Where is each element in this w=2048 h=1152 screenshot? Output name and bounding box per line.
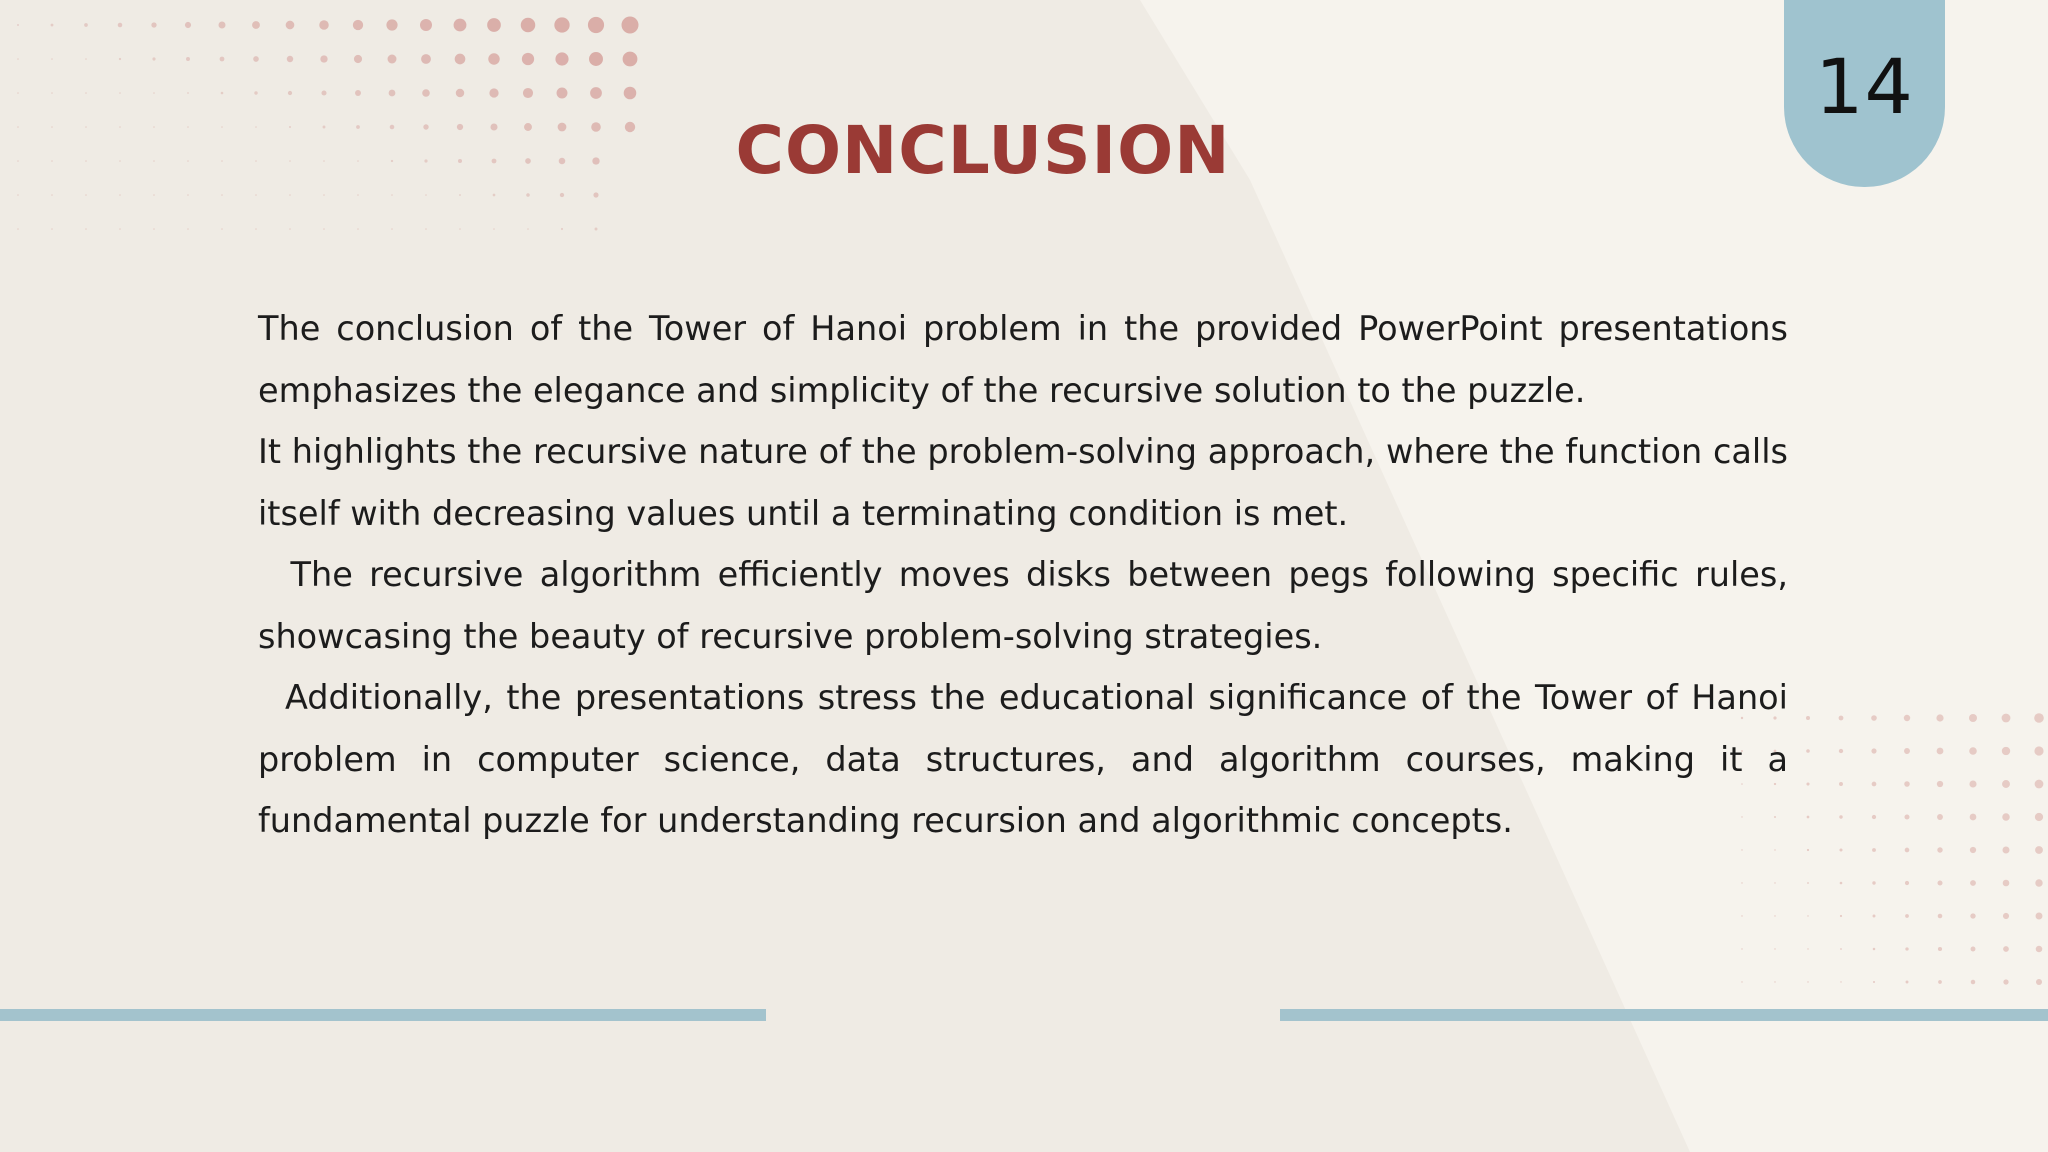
decorative-dot bbox=[323, 228, 325, 230]
decorative-dot bbox=[622, 17, 639, 34]
decorative-dot bbox=[1839, 815, 1842, 818]
decorative-dot bbox=[1741, 948, 1742, 949]
decorative-dot bbox=[17, 92, 19, 94]
decorative-dot bbox=[1741, 882, 1742, 883]
decorative-dot bbox=[51, 92, 53, 94]
decorative-dot bbox=[286, 21, 295, 30]
decorative-dot bbox=[1871, 748, 1876, 753]
decorative-dot bbox=[624, 87, 637, 100]
decorative-dot bbox=[288, 91, 292, 95]
decorative-dot bbox=[151, 22, 156, 27]
decorative-dot bbox=[2003, 946, 2009, 952]
decorative-dot bbox=[85, 194, 87, 196]
decorative-dot bbox=[1938, 980, 1942, 984]
decorative-dot bbox=[389, 90, 396, 97]
decorative-dot bbox=[1873, 981, 1875, 983]
decorative-dot bbox=[459, 194, 461, 196]
decorative-dot bbox=[1904, 814, 1909, 819]
decorative-dot bbox=[1774, 882, 1775, 883]
decorative-dot bbox=[1774, 915, 1775, 916]
decorative-dot bbox=[1937, 814, 1943, 820]
decorative-dot bbox=[355, 90, 361, 96]
decorative-dot bbox=[118, 23, 123, 28]
decorative-dot bbox=[255, 194, 257, 196]
decorative-dot bbox=[1774, 948, 1775, 949]
decorative-dot bbox=[254, 91, 257, 94]
decorative-dot bbox=[51, 24, 54, 27]
decorative-dot bbox=[1774, 981, 1775, 982]
decorative-dot bbox=[1872, 782, 1877, 787]
decorative-dot bbox=[561, 228, 563, 230]
decorative-dot bbox=[1807, 948, 1808, 949]
decorative-dot bbox=[1906, 981, 1909, 984]
decorative-dot bbox=[1839, 716, 1844, 721]
decorative-dot bbox=[119, 92, 121, 94]
decorative-dot bbox=[321, 90, 326, 95]
decorative-dot bbox=[557, 88, 568, 99]
decorative-dot bbox=[2035, 846, 2043, 854]
decorative-dot bbox=[493, 228, 495, 230]
decorative-dot bbox=[323, 194, 325, 196]
decorative-dot bbox=[289, 228, 291, 230]
decorative-dot bbox=[119, 228, 121, 230]
decorative-dot bbox=[1970, 913, 1975, 918]
decorative-dot bbox=[353, 20, 363, 30]
paragraph: The recursive algorithm efficiently moves disks between pegs following specific rules, showcasing the beauty of recursive problem-solving strategies. bbox=[258, 555, 1788, 656]
decorative-dot bbox=[595, 228, 598, 231]
decorative-dot bbox=[17, 58, 19, 60]
decorative-dot bbox=[1938, 881, 1943, 886]
decorative-dot bbox=[1840, 981, 1841, 982]
decorative-dot bbox=[493, 194, 496, 197]
decorative-dot bbox=[252, 21, 260, 29]
decorative-dot bbox=[1971, 947, 1976, 952]
decorative-dot bbox=[2003, 979, 2008, 984]
decorative-dot bbox=[487, 18, 501, 32]
decorative-dot bbox=[51, 228, 53, 230]
decorative-dot bbox=[554, 17, 569, 32]
decorative-dot bbox=[1872, 848, 1876, 852]
decorative-dot bbox=[456, 89, 464, 97]
decorative-dot bbox=[1872, 815, 1876, 819]
decorative-dot bbox=[119, 58, 121, 60]
decorative-dot bbox=[221, 194, 223, 196]
decorative-dot bbox=[1806, 716, 1810, 720]
decorative-dot bbox=[623, 52, 638, 67]
decorative-dot bbox=[17, 194, 19, 196]
slide-title: CONCLUSION bbox=[735, 112, 1231, 189]
decorative-dot bbox=[1905, 848, 1910, 853]
decorative-dot bbox=[560, 193, 564, 197]
decorative-dot bbox=[455, 54, 466, 65]
decorative-dot bbox=[1840, 882, 1843, 885]
decorative-dot bbox=[119, 194, 121, 196]
decorative-dot bbox=[320, 55, 327, 62]
decorative-dot bbox=[1806, 749, 1810, 753]
decorative-dot bbox=[388, 55, 397, 64]
decorative-dot bbox=[2002, 846, 2009, 853]
decorative-dot bbox=[153, 228, 155, 230]
decorative-dot bbox=[1937, 781, 1943, 787]
decorative-dot bbox=[219, 22, 226, 29]
decorative-dot bbox=[357, 228, 359, 230]
decorative-dot bbox=[220, 57, 225, 62]
decorative-dot bbox=[1807, 915, 1808, 916]
body-text bbox=[258, 298, 1788, 852]
decorative-dot bbox=[354, 55, 362, 63]
paragraph: Additionally, the presentations stress the educational significance of the Tower of Hanoi problem in computer science, data structures, and algorithm courses, making it a fundamental puzzle for understanding recursion and algorithmic concepts. bbox=[258, 678, 1788, 840]
decorative-dot bbox=[522, 53, 534, 65]
decorative-dot bbox=[2035, 813, 2043, 821]
decorative-dot bbox=[221, 92, 224, 95]
decorative-dot bbox=[1873, 915, 1876, 918]
decorative-dot bbox=[1969, 747, 1977, 755]
decorative-dot bbox=[1741, 981, 1742, 982]
decorative-dot bbox=[1839, 848, 1842, 851]
decorative-dot bbox=[1905, 881, 1909, 885]
decorative-dot bbox=[1806, 782, 1809, 785]
decorative-dot bbox=[391, 194, 393, 196]
decorative-dot bbox=[1936, 714, 1943, 721]
paragraph: It highlights the recursive nature of the problem-solving approach, where the function calls itself with decreasing values until a terminating condition is met. bbox=[258, 432, 1788, 533]
decorative-dot bbox=[588, 17, 604, 33]
decorative-dot bbox=[1807, 882, 1809, 884]
decorative-dot bbox=[2002, 714, 2011, 723]
decorative-dot bbox=[420, 19, 432, 31]
decorative-dot bbox=[1938, 914, 1943, 919]
decorative-dot bbox=[523, 88, 533, 98]
decorative-dot bbox=[593, 192, 598, 197]
decorative-dot bbox=[589, 52, 603, 66]
decorative-dot bbox=[2035, 780, 2044, 789]
decorative-dot bbox=[2034, 746, 2043, 755]
decorative-dot bbox=[1905, 947, 1908, 950]
decorative-dot bbox=[152, 57, 155, 60]
decorative-dot bbox=[521, 18, 536, 33]
decorative-dot bbox=[85, 228, 87, 230]
decorative-dot bbox=[287, 56, 293, 62]
decorative-dot bbox=[187, 92, 189, 94]
decorative-dot bbox=[186, 57, 190, 61]
decorative-dot bbox=[17, 228, 19, 230]
decorative-dot bbox=[1938, 947, 1942, 951]
decorative-dot bbox=[1741, 915, 1742, 916]
decorative-dot bbox=[526, 193, 530, 197]
decorative-dot bbox=[51, 194, 53, 196]
decorative-dot bbox=[253, 56, 259, 62]
decorative-dot bbox=[85, 92, 87, 94]
decorative-dot bbox=[1937, 847, 1942, 852]
decorative-dot bbox=[1970, 847, 1976, 853]
decorative-dot bbox=[17, 24, 19, 26]
decorative-dot bbox=[2002, 813, 2009, 820]
decorative-dot bbox=[1839, 782, 1843, 786]
decorative-dot bbox=[1904, 748, 1910, 754]
decorative-dot bbox=[51, 58, 53, 60]
decorative-dot bbox=[1970, 814, 1977, 821]
decorative-dot bbox=[1904, 715, 1910, 721]
decorative-dot bbox=[187, 194, 189, 196]
decorative-dot bbox=[555, 52, 568, 65]
decorative-dot bbox=[527, 228, 529, 230]
decorative-dot bbox=[1971, 980, 1975, 984]
decorative-dot bbox=[2036, 946, 2043, 953]
decorative-dot bbox=[391, 228, 393, 230]
decorative-dot bbox=[488, 53, 499, 64]
decorative-dot bbox=[1871, 715, 1877, 721]
decorative-dot bbox=[1905, 914, 1909, 918]
decorative-dot bbox=[1807, 981, 1808, 982]
decorative-dot bbox=[187, 228, 189, 230]
decorative-dot bbox=[1873, 948, 1876, 951]
decorative-dot bbox=[425, 194, 427, 196]
decorative-dot bbox=[357, 194, 359, 196]
decorative-dot bbox=[1904, 781, 1910, 787]
decorative-dot bbox=[221, 228, 223, 230]
decorative-dot bbox=[1840, 915, 1842, 917]
decorative-dot bbox=[185, 22, 191, 28]
decorative-dot bbox=[1840, 948, 1842, 950]
footer-rule-right bbox=[1280, 1009, 2048, 1021]
decorative-dot bbox=[1970, 880, 1976, 886]
paragraph: The conclusion of the Tower of Hanoi problem in the provided PowerPoint presentations emphasizes the elegance and simplicity of the recursive solution to the puzzle. bbox=[258, 309, 1788, 410]
decorative-dot bbox=[1969, 780, 1976, 787]
decorative-dot bbox=[319, 20, 329, 30]
decorative-dot bbox=[2035, 879, 2042, 886]
decorative-dot bbox=[1807, 816, 1810, 819]
footer-rule-left bbox=[0, 1009, 766, 1021]
decorative-dot bbox=[84, 23, 88, 27]
decorative-dot bbox=[153, 92, 155, 94]
decorative-dot bbox=[1807, 849, 1809, 851]
decorative-dot bbox=[1839, 749, 1843, 753]
decorative-dot bbox=[1937, 748, 1944, 755]
decorative-dot bbox=[2036, 913, 2043, 920]
decorative-dot bbox=[422, 89, 430, 97]
decorative-dot bbox=[2002, 747, 2010, 755]
decorative-dot bbox=[2036, 979, 2042, 985]
decorative-dot bbox=[425, 228, 427, 230]
decorative-dot bbox=[454, 19, 467, 32]
decorative-dot bbox=[421, 54, 431, 64]
decorative-dot bbox=[1872, 881, 1875, 884]
decorative-dot bbox=[489, 88, 498, 97]
page-number: 14 bbox=[1815, 42, 1914, 131]
decorative-dot bbox=[2002, 780, 2010, 788]
decorative-dot bbox=[255, 228, 257, 230]
decorative-dot bbox=[2003, 880, 2010, 887]
decorative-dot bbox=[386, 19, 397, 30]
decorative-dot bbox=[2003, 913, 2009, 919]
decorative-dot bbox=[289, 194, 291, 196]
decorative-dot bbox=[590, 87, 602, 99]
decorative-dot bbox=[459, 228, 461, 230]
decorative-dot bbox=[2034, 713, 2044, 723]
decorative-dot bbox=[153, 194, 155, 196]
decorative-dot bbox=[85, 58, 87, 60]
decorative-dot bbox=[1969, 714, 1977, 722]
